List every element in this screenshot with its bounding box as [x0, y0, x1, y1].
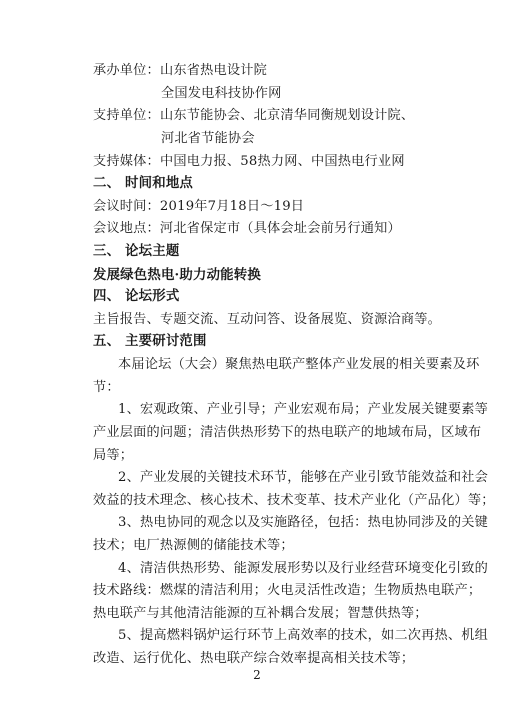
section4-text: 主旨报告、专题交流、互动问答、设备展览、资源洽商等。 [93, 311, 442, 327]
item2-line1: 2、产业发展的关键技术环节，能够在产业引致节能效益和社会 [118, 470, 489, 486]
item1-line2: 产业层面的问题；清洁供热形势下的热电联产的地域布局，区域布 [93, 424, 482, 440]
section5-intro-line2: 节： [93, 379, 120, 395]
item3-line2: 技术；电厂热源侧的储能技术等； [93, 537, 294, 553]
section5-intro-line1: 本届论坛（大会）聚焦热电联产整体产业发展的相关要素及环 [118, 357, 480, 372]
item5-line2: 改造、运行优化、热电联产综合效率提高相关技术等； [93, 651, 415, 666]
item5-line1: 5、提高燃料锅炉运行环节上高效率的技术，如二次再热、机组 [118, 628, 489, 644]
supporters-line2: 河北省节能协会 [161, 130, 255, 146]
organizer-line [93, 62, 267, 80]
supporters-line1: 山东节能协会、北京清华同衡规划设计院、 [159, 108, 415, 124]
section2-place: 会议地点：河北省保定市（具体会址会前另行通知） [93, 221, 401, 237]
supporters-line [93, 107, 414, 125]
media-text: 中国电力报、58热力网、中国热电行业网 [159, 153, 405, 169]
item1-line3: 局等； [93, 447, 134, 463]
section4-title: 四、 论坛形式 [93, 289, 180, 305]
item2-line2: 效益的技术理念、核心技术、技术变革、技术产业化（产品化）等； [93, 492, 495, 508]
item4-line2: 技术路线：燃煤的清洁利用；火电灵活性改造；生物质热电联产； [93, 583, 482, 599]
section2-time: 会议时间：2019年7月18日～19日 [93, 198, 305, 214]
supporters-label: 支持单位： [93, 108, 160, 124]
section3-theme: 发展绿色热电·助力动能转换 [93, 266, 261, 283]
media-line [93, 153, 405, 171]
organizer-org1: 山东省热电设计院 [159, 63, 268, 78]
section5-title: 五、 主要研讨范围 [93, 334, 207, 350]
section2-title: 二、 时间和地点 [93, 176, 193, 192]
item4-line1: 4、清洁供热形势、能源发展形势以及行业经营环境变化引致的 [118, 560, 489, 576]
organizer-label: 承办单位： [93, 63, 160, 78]
item4-line3: 热电联产与其他清洁能源的互补耦合发展；智慧供热等； [93, 605, 428, 621]
page-number: 2 [253, 668, 261, 682]
item3-line1: 3、热电协同的观念以及实施路径，包括：热电协同涉及的关键 [118, 515, 489, 531]
media-label: 支持媒体： [93, 153, 160, 169]
item1-line1: 1、宏观政策、产业引导；产业宏观布局；产业发展关键要素等 [118, 402, 489, 418]
organizer-org2: 全国发电科技协作网 [161, 85, 282, 101]
section3-title: 三、 论坛主题 [93, 243, 180, 259]
